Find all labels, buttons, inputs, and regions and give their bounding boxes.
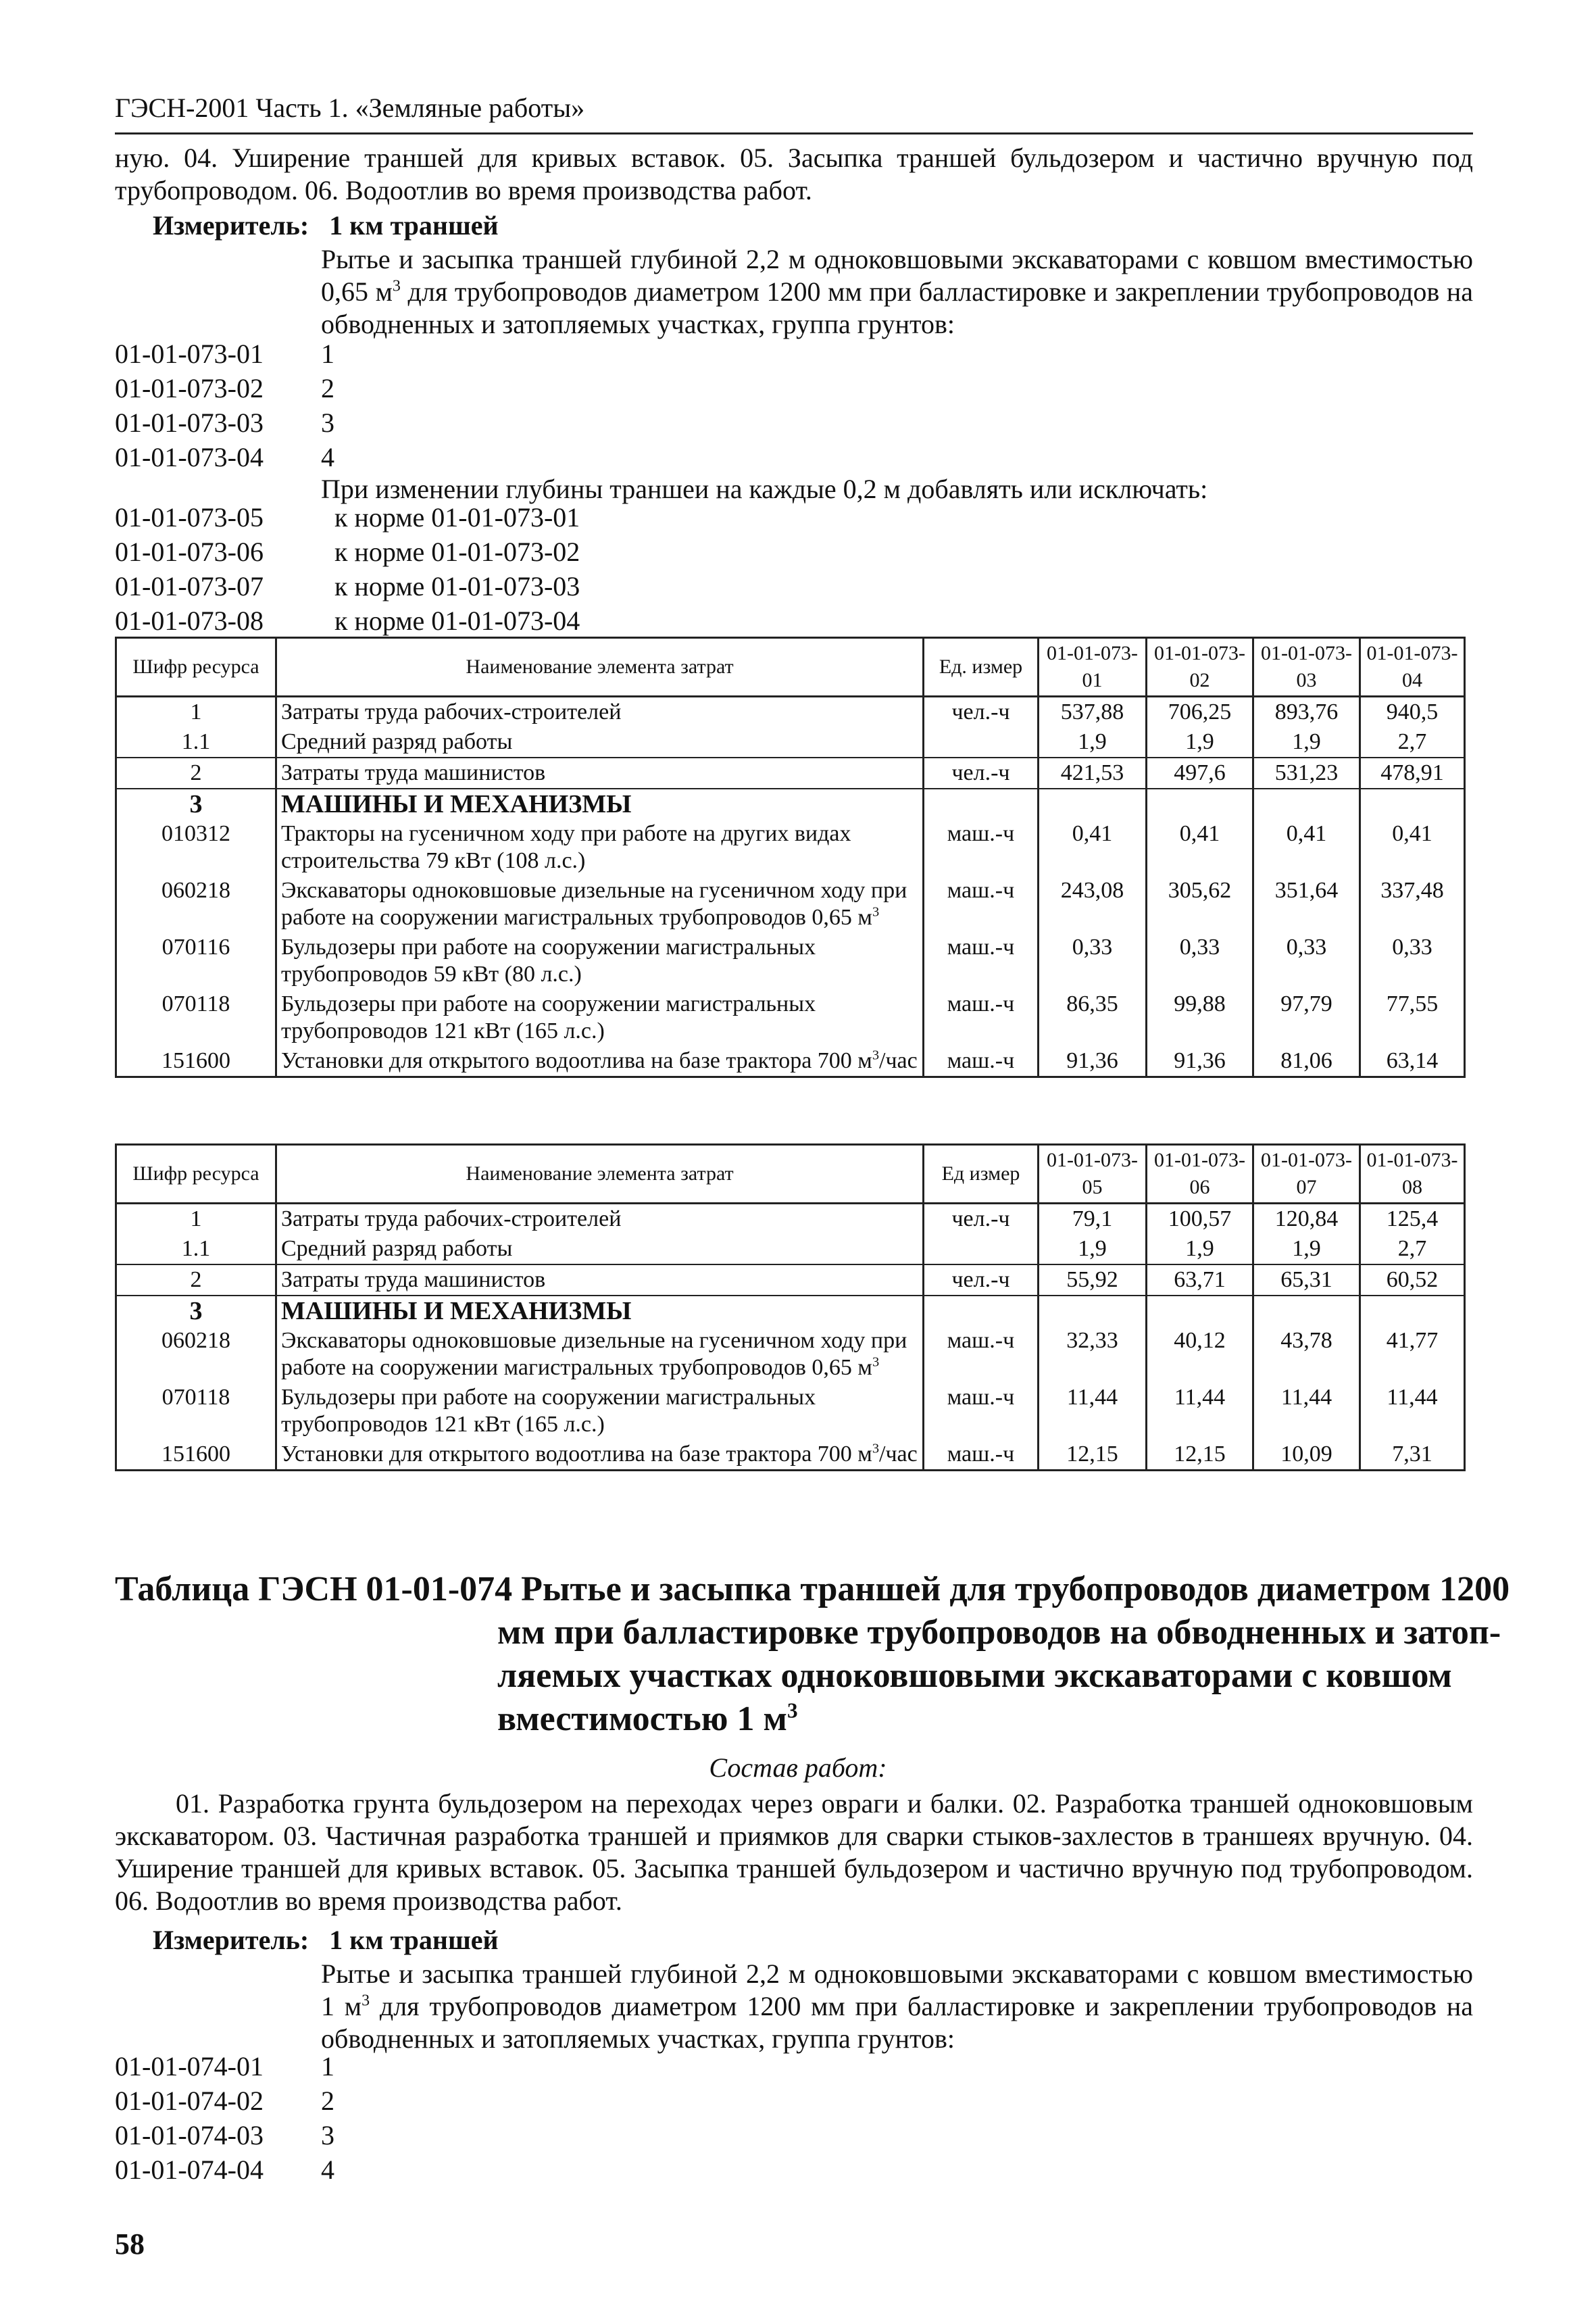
cell-name: Средний разряд работы — [276, 1234, 924, 1264]
code-row — [115, 2084, 334, 2118]
cell-code: 010312 — [116, 819, 276, 876]
table-section-row — [116, 789, 1465, 819]
cell-code: 1 — [116, 697, 276, 728]
code-row — [115, 2152, 334, 2187]
cell-unit: чел.-ч — [924, 1204, 1039, 1235]
cell-value: 99,88 — [1147, 989, 1253, 1046]
cell-value: 497,6 — [1147, 758, 1253, 789]
code: 01-01-073-07 — [115, 571, 264, 601]
cell-value: 100,57 — [1147, 1204, 1253, 1235]
code: 01-01-074-01 — [115, 2051, 264, 2082]
table-row — [116, 697, 1465, 728]
title-line-3: ляемых участках одноковшовыми экскаваторами с ковшом — [497, 1656, 1452, 1695]
cell-value: 11,44 — [1039, 1383, 1147, 1439]
cell-unit: маш.-ч — [924, 1046, 1039, 1077]
cell-value: 1,9 — [1147, 727, 1253, 758]
cell-name-text: Экскаваторы одноковшовые дизельные на гусеничном ходу при работе на сооружении магистральных трубопроводов 0,65 м — [281, 878, 907, 930]
cell-value: 478,91 — [1360, 758, 1465, 789]
cell-unit: маш.-ч — [924, 1326, 1039, 1383]
th-name: Наименование элемента затрат — [276, 1145, 924, 1204]
cell-empty — [1147, 1296, 1253, 1326]
cell-code: 1 — [116, 1204, 276, 1235]
cell-name — [276, 876, 924, 933]
code-row — [115, 2049, 334, 2084]
desc-text-a: Рытье и засыпка траншей глубиной 2,2 м одноковшовыми экскаваторами с ковшом вместимостью 1 м — [321, 1959, 1473, 2021]
cell-unit: чел.-ч — [924, 1264, 1039, 1296]
table-row — [116, 819, 1465, 876]
table-section-row — [116, 1296, 1465, 1326]
measure-line-2 — [153, 1924, 499, 1956]
cell-code: 2 — [116, 758, 276, 789]
cell-name-text: Экскаваторы одноковшовые дизельные на гусеничном ходу при работе на сооружении магистральных трубопроводов 0,65 м — [281, 1328, 907, 1380]
cell-name: Затраты труда машинистов — [276, 1264, 924, 1296]
title-line-4-text: вместимостью 1 м — [497, 1700, 787, 1738]
table-row — [116, 1383, 1465, 1439]
cell-value: 32,33 — [1039, 1326, 1147, 1383]
cell-name-text: Установки для открытого водоотлива на базе трактора 700 м — [281, 1442, 872, 1467]
cell-value: 79,1 — [1039, 1204, 1147, 1235]
cell-unit: чел.-ч — [924, 758, 1039, 789]
cell-empty — [1253, 789, 1360, 819]
cell-code: 3 — [116, 789, 276, 819]
table-row — [116, 1439, 1465, 1471]
cell-name — [276, 1326, 924, 1383]
cell-empty — [1147, 789, 1253, 819]
cell-unit: чел.-ч — [924, 697, 1039, 728]
cell-value: 1,9 — [1147, 1234, 1253, 1264]
code: 01-01-074-02 — [115, 2086, 264, 2116]
code-row — [115, 2118, 334, 2152]
th-col: 01-01-073-07 — [1253, 1145, 1360, 1204]
cell-name — [276, 1439, 924, 1471]
code: 01-01-073-05 — [115, 502, 264, 533]
th-col: 01-01-073-06 — [1147, 1145, 1253, 1204]
cell-sup: 3 — [872, 904, 880, 920]
code-value: к норме 01-01-073-04 — [334, 606, 580, 636]
cell-name-text-end: /час — [879, 1048, 918, 1073]
code-value: к норме 01-01-073-02 — [334, 537, 580, 567]
code-row — [115, 405, 334, 440]
title-line-2: мм при балластировке трубопроводов на обводненных и затоп- — [497, 1613, 1501, 1652]
cell-code: 070118 — [116, 989, 276, 1046]
code-list-3 — [115, 2049, 334, 2187]
cell-value: 40,12 — [1147, 1326, 1253, 1383]
cell-name: Тракторы на гусеничном ходу при работе на других видах строительства 79 кВт (108 л.с.) — [276, 819, 924, 876]
code: 01-01-073-03 — [115, 408, 264, 438]
code-value: 4 — [321, 2155, 334, 2185]
table-row — [116, 1234, 1465, 1264]
cell-value: 337,48 — [1360, 876, 1465, 933]
cell-value: 125,4 — [1360, 1204, 1465, 1235]
code: 01-01-073-04 — [115, 442, 264, 472]
code-list-2 — [115, 500, 580, 638]
table-row — [116, 1326, 1465, 1383]
running-header: ГЭСН-2001 Часть 1. «Земляные работы» — [115, 93, 585, 123]
cell-code: 070116 — [116, 933, 276, 989]
cell-sup: 3 — [872, 1354, 880, 1370]
top-paragraph: ную. 04. Уширение траншей для кривых вставок. 05. Засыпка траншей бульдозером и частично вручную под трубопроводом. 06. Водоотлив во время производства работ. — [115, 143, 1473, 205]
th-unit: Ед измер — [924, 1145, 1039, 1204]
cell-name: Затраты труда машинистов — [276, 758, 924, 789]
title-line-4 — [115, 1698, 1510, 1741]
cell-name: Бульдозеры при работе на сооружении магистральных трубопроводов 121 кВт (165 л.с.) — [276, 1383, 924, 1439]
cell-code: 2 — [116, 1264, 276, 1296]
cell-name: Средний разряд работы — [276, 727, 924, 758]
cell-empty — [924, 789, 1039, 819]
cell-value: 77,55 — [1360, 989, 1465, 1046]
code-row — [115, 440, 334, 474]
table-row — [116, 876, 1465, 933]
cell-unit: маш.-ч — [924, 933, 1039, 989]
cell-unit: маш.-ч — [924, 1383, 1039, 1439]
desc-sup: 3 — [361, 1992, 370, 2010]
code: 01-01-073-08 — [115, 606, 264, 636]
cell-value: 706,25 — [1147, 697, 1253, 728]
cell-sup: 3 — [872, 1048, 880, 1063]
title-sup: 3 — [787, 1698, 798, 1723]
cell-value: 10,09 — [1253, 1439, 1360, 1471]
cell-value: 81,06 — [1253, 1046, 1360, 1077]
cell-value: 63,14 — [1360, 1046, 1465, 1077]
code-value: 2 — [321, 2086, 334, 2116]
work-description-2 — [321, 1958, 1473, 2055]
table-row — [116, 933, 1465, 989]
table-row — [116, 989, 1465, 1046]
resource-table-1 — [115, 637, 1466, 1078]
cell-sup: 3 — [872, 1441, 880, 1456]
cell-empty — [1253, 1296, 1360, 1326]
cell-name: Затраты труда рабочих-строителей — [276, 1204, 924, 1235]
cell-value: 351,64 — [1253, 876, 1360, 933]
cell-code: 1.1 — [116, 727, 276, 758]
cell-value: 65,31 — [1253, 1264, 1360, 1296]
desc-text-a: Рытье и засыпка траншей глубиной 2,2 м одноковшовыми экскаваторами с ковшом вместимостью 0,65 м — [321, 244, 1473, 307]
cell-code: 1.1 — [116, 1234, 276, 1264]
code-value: 2 — [321, 373, 334, 403]
cell-unit: маш.-ч — [924, 989, 1039, 1046]
cell-value: 0,33 — [1039, 933, 1147, 989]
cell-value: 0,33 — [1147, 933, 1253, 989]
change-note: При изменении глубины траншеи на каждые 0,2 м добавлять или исключать: — [321, 474, 1208, 504]
table-row — [116, 1046, 1465, 1077]
table-header-row — [116, 638, 1465, 697]
cell-value: 60,52 — [1360, 1264, 1465, 1296]
code-row — [115, 604, 580, 638]
code-row — [115, 535, 580, 569]
cell-value: 0,33 — [1253, 933, 1360, 989]
cell-value: 0,41 — [1360, 819, 1465, 876]
cell-value: 243,08 — [1039, 876, 1147, 933]
cell-code: 060218 — [116, 1326, 276, 1383]
cell-value: 43,78 — [1253, 1326, 1360, 1383]
title-line-1: Таблица ГЭСН 01-01-074 Рытье и засыпка траншей для трубопроводов диаметром 1200 — [115, 1570, 1510, 1608]
table-title — [115, 1568, 1510, 1741]
cell-value: 0,41 — [1039, 819, 1147, 876]
cell-name-text-end: /час — [879, 1442, 918, 1467]
cell-empty — [1360, 789, 1465, 819]
cell-code: 060218 — [116, 876, 276, 933]
code-row — [115, 569, 580, 604]
cell-value: 91,36 — [1039, 1046, 1147, 1077]
cell-value: 63,71 — [1147, 1264, 1253, 1296]
cell-empty — [1360, 1296, 1465, 1326]
code: 01-01-073-02 — [115, 373, 264, 403]
code-value: 3 — [321, 408, 334, 438]
work-description-1 — [321, 243, 1473, 341]
cell-value: 97,79 — [1253, 989, 1360, 1046]
code-value: 1 — [321, 2051, 334, 2082]
header-rule — [115, 132, 1473, 134]
cell-value: 0,41 — [1147, 819, 1253, 876]
cell-value: 537,88 — [1039, 697, 1147, 728]
cell-value: 12,15 — [1039, 1439, 1147, 1471]
th-col: 01-01-073-02 — [1147, 638, 1253, 697]
cell-unit — [924, 727, 1039, 758]
cell-value: 120,84 — [1253, 1204, 1360, 1235]
desc-text-b: для трубопроводов диаметром 1200 мм при балластировке и закреплении трубопроводов на обводненных и затопляемых участках, группа грунтов: — [321, 1991, 1473, 2054]
measure-line-1 — [153, 210, 499, 241]
th-code: Шифр ресурса — [116, 638, 276, 697]
code-value: к норме 01-01-073-03 — [334, 571, 580, 601]
code-row — [115, 371, 334, 405]
cell-value: 1,9 — [1253, 727, 1360, 758]
cell-value: 91,36 — [1147, 1046, 1253, 1077]
cell-unit: маш.-ч — [924, 876, 1039, 933]
measure-label: Измеритель: — [153, 210, 309, 241]
cell-value: 7,31 — [1360, 1439, 1465, 1471]
cell-value: 2,7 — [1360, 727, 1465, 758]
th-col: 01-01-073-03 — [1253, 638, 1360, 697]
th-col: 01-01-073-04 — [1360, 638, 1465, 697]
table-row — [116, 727, 1465, 758]
measure-label: Измеритель: — [153, 1925, 309, 1955]
cell-unit: маш.-ч — [924, 819, 1039, 876]
code-list-1 — [115, 337, 334, 474]
cell-name: Бульдозеры при работе на сооружении магистральных трубопроводов 59 кВт (80 л.с.) — [276, 933, 924, 989]
works-paragraph: 01. Разработка грунта бульдозером на переходах через овраги и балки. 02. Разработка траншей одноковшовым экскаватором. 03. Частичная разработка траншей и приямков для сварки стыков-захлестов в траншеях вручную. 04. Уширение траншей для кривых вставок. 05. Засыпка траншей бульдозером и частично вручную под трубопроводом. 06. Водоотлив во время производства работ. — [115, 1788, 1473, 1916]
code-value: 4 — [321, 442, 334, 472]
cell-value: 41,77 — [1360, 1326, 1465, 1383]
code: 01-01-074-04 — [115, 2155, 264, 2185]
measure-value: 1 км траншей — [329, 210, 499, 241]
code-value: к норме 01-01-073-01 — [334, 502, 580, 533]
cell-empty — [1039, 789, 1147, 819]
code-row — [115, 337, 334, 371]
cell-empty — [1039, 1296, 1147, 1326]
cell-value: 2,7 — [1360, 1234, 1465, 1264]
cell-value: 305,62 — [1147, 876, 1253, 933]
th-col: 01-01-073-05 — [1039, 1145, 1147, 1204]
code-value: 3 — [321, 2120, 334, 2150]
cell-value: 0,33 — [1360, 933, 1465, 989]
table-row — [116, 1264, 1465, 1296]
th-col: 01-01-073-08 — [1360, 1145, 1465, 1204]
cell-value: 0,41 — [1253, 819, 1360, 876]
cell-name — [276, 1046, 924, 1077]
section-title: МАШИНЫ И МЕХАНИЗМЫ — [276, 789, 924, 819]
th-col: 01-01-073-01 — [1039, 638, 1147, 697]
code-row — [115, 500, 580, 535]
cell-unit: маш.-ч — [924, 1439, 1039, 1471]
code: 01-01-073-06 — [115, 537, 264, 567]
cell-unit — [924, 1234, 1039, 1264]
cell-name: Затраты труда рабочих-строителей — [276, 697, 924, 728]
resource-table-2 — [115, 1143, 1466, 1471]
cell-value: 11,44 — [1253, 1383, 1360, 1439]
cell-empty — [924, 1296, 1039, 1326]
th-name: Наименование элемента затрат — [276, 638, 924, 697]
th-unit: Ед. измер — [924, 638, 1039, 697]
table-row — [116, 758, 1465, 789]
cell-code: 151600 — [116, 1439, 276, 1471]
cell-code: 070118 — [116, 1383, 276, 1439]
cell-value: 940,5 — [1360, 697, 1465, 728]
cell-name-text: Установки для открытого водоотлива на базе трактора 700 м — [281, 1048, 872, 1073]
cell-value: 421,53 — [1039, 758, 1147, 789]
cell-value: 1,9 — [1039, 727, 1147, 758]
cell-value: 86,35 — [1039, 989, 1147, 1046]
table-row — [116, 1204, 1465, 1235]
works-heading: Состав работ: — [709, 1752, 887, 1783]
th-code: Шифр ресурса — [116, 1145, 276, 1204]
code: 01-01-074-03 — [115, 2120, 264, 2150]
cell-value: 11,44 — [1147, 1383, 1253, 1439]
desc-sup: 3 — [392, 277, 401, 295]
cell-name: Бульдозеры при работе на сооружении магистральных трубопроводов 121 кВт (165 л.с.) — [276, 989, 924, 1046]
cell-value: 1,9 — [1253, 1234, 1360, 1264]
section-title: МАШИНЫ И МЕХАНИЗМЫ — [276, 1296, 924, 1326]
cell-value: 1,9 — [1039, 1234, 1147, 1264]
cell-value: 55,92 — [1039, 1264, 1147, 1296]
page-number: 58 — [115, 2227, 145, 2261]
code-value: 1 — [321, 339, 334, 369]
cell-value: 11,44 — [1360, 1383, 1465, 1439]
table-header-row — [116, 1145, 1465, 1204]
cell-code: 3 — [116, 1296, 276, 1326]
cell-value: 12,15 — [1147, 1439, 1253, 1471]
code: 01-01-073-01 — [115, 339, 264, 369]
cell-value: 531,23 — [1253, 758, 1360, 789]
cell-value: 893,76 — [1253, 697, 1360, 728]
cell-code: 151600 — [116, 1046, 276, 1077]
measure-value: 1 км траншей — [329, 1925, 499, 1955]
desc-text-b: для трубопроводов диаметром 1200 мм при балластировке и закреплении трубопроводов на обводненных и затопляемых участках, группа грунтов: — [321, 276, 1473, 339]
